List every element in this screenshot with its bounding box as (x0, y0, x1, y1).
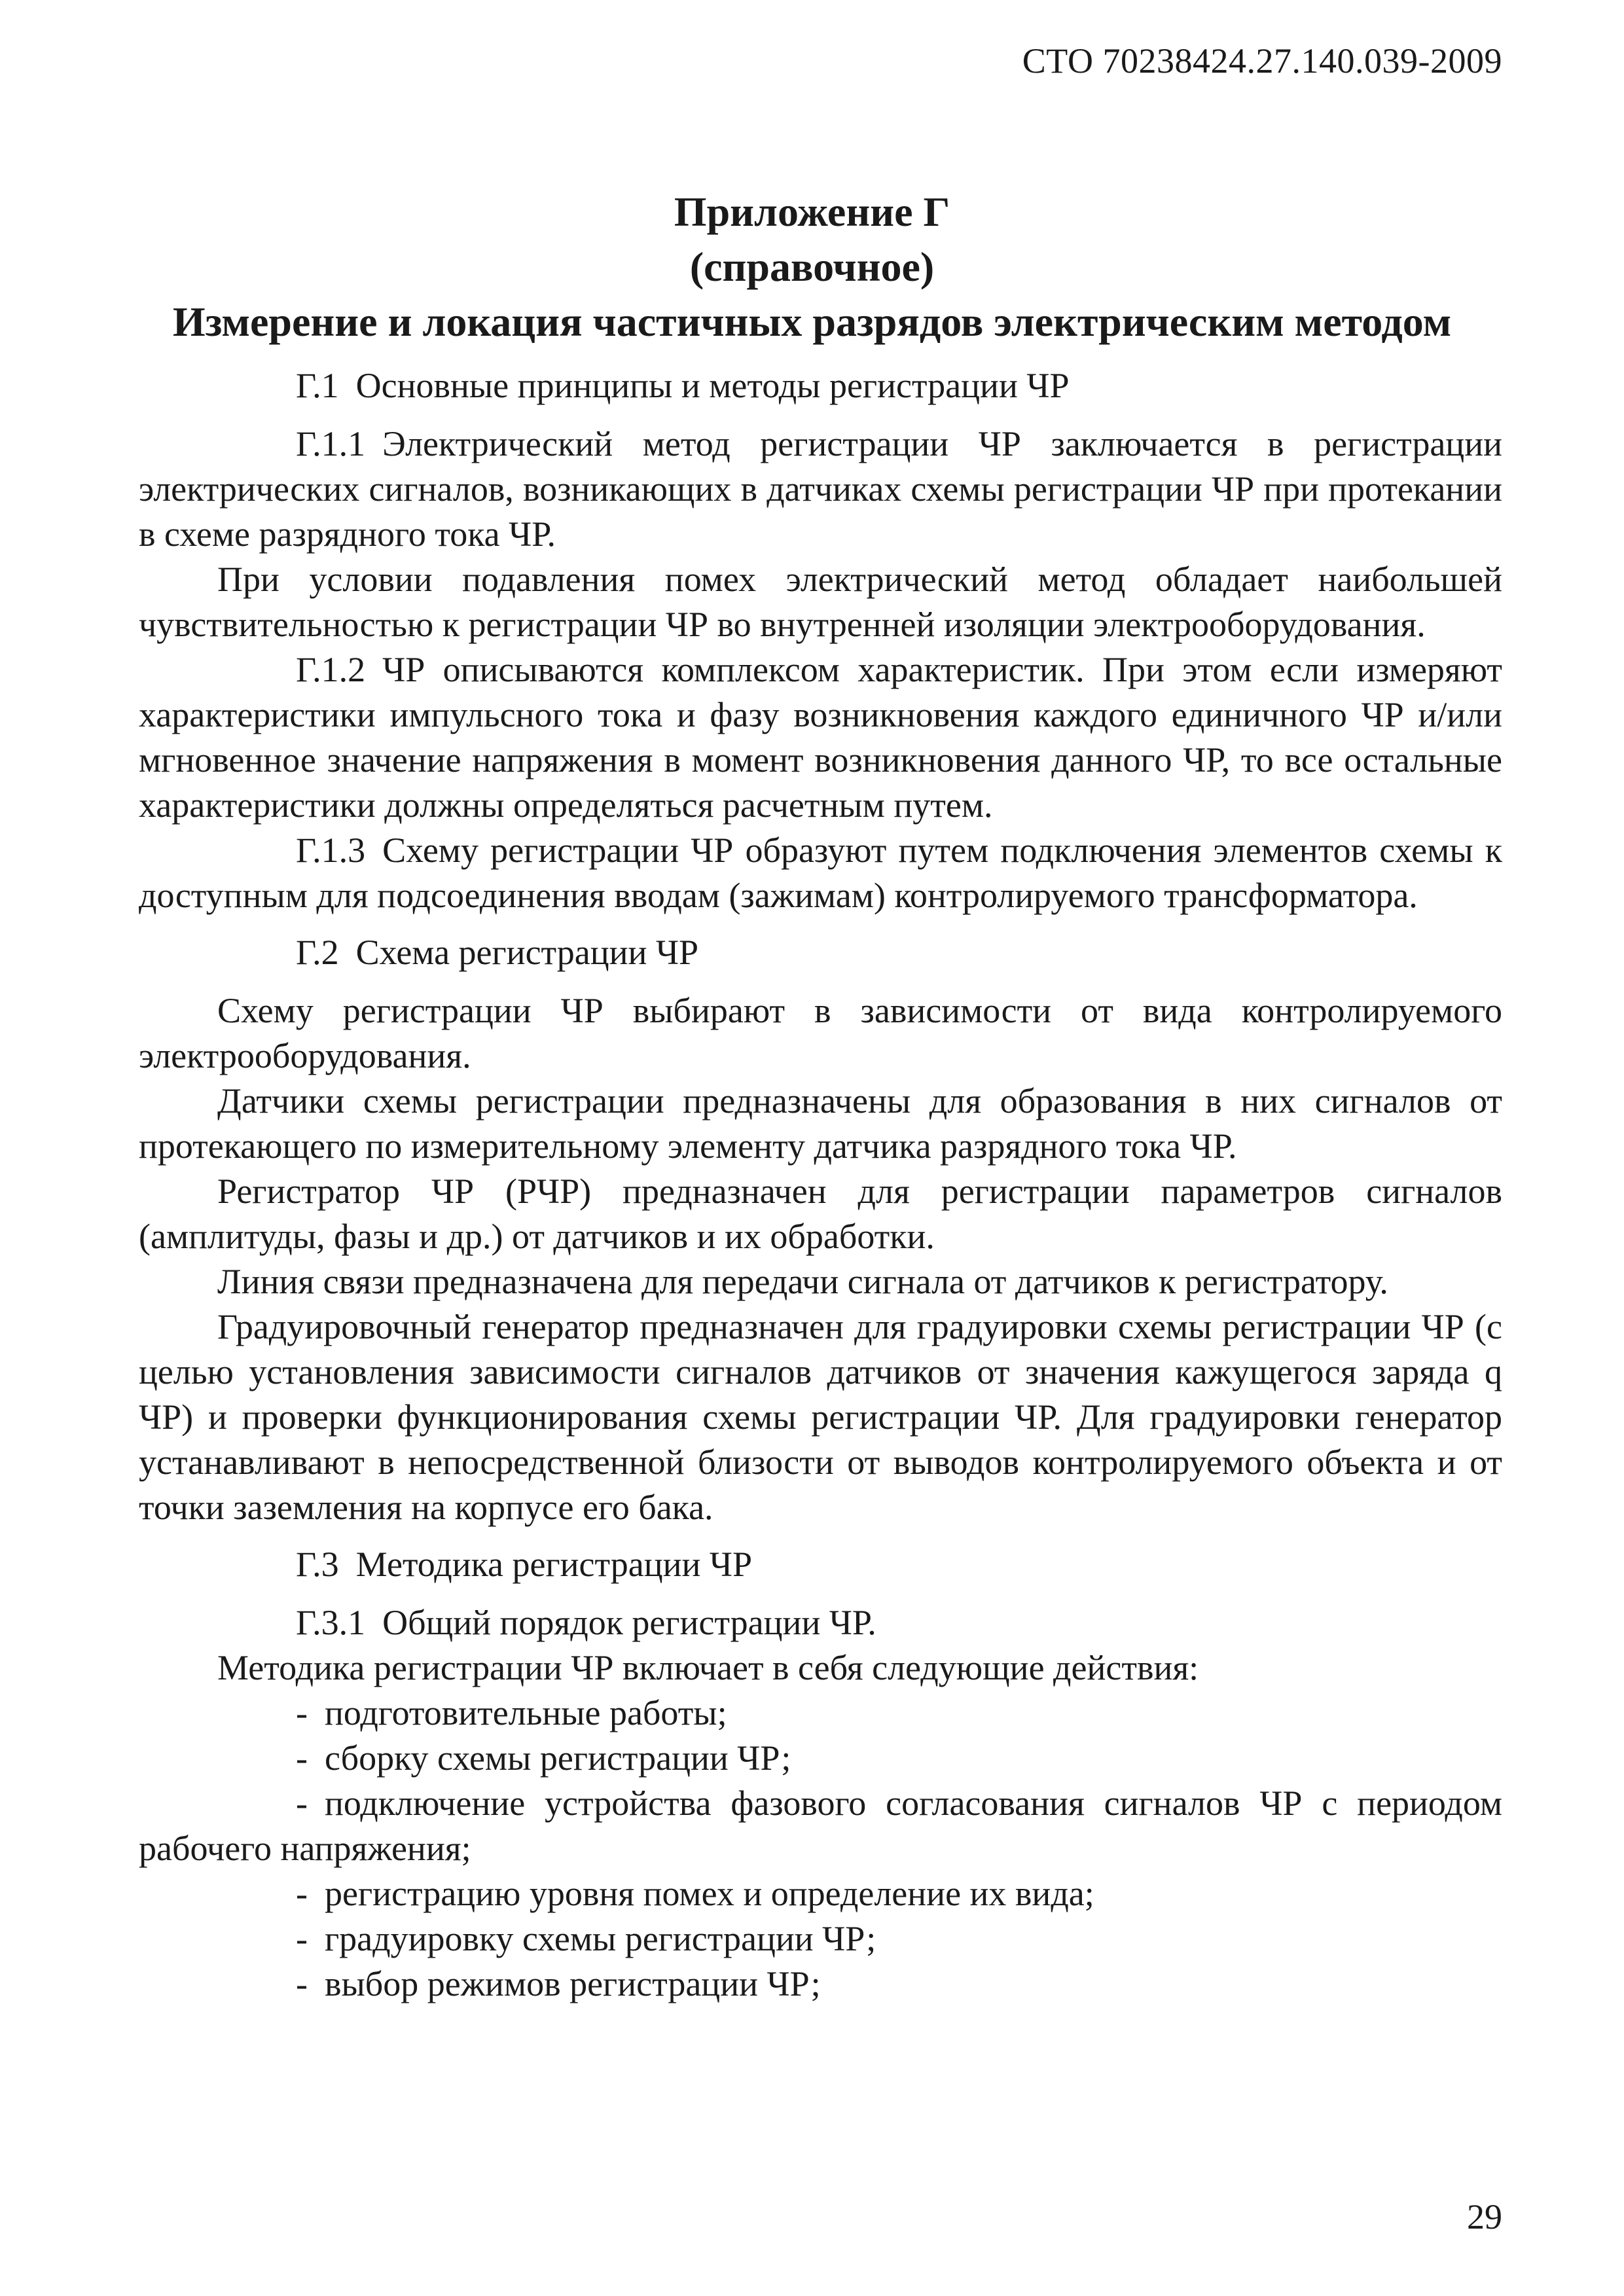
section-title: Основные принципы и методы регистрации ЧР (355, 366, 1070, 405)
section-title: Методика регистрации ЧР (355, 1545, 753, 1584)
list-dash: - (296, 1784, 308, 1823)
section-heading-g2 (139, 930, 1502, 975)
paragraph-g2-4: Линия связи предназначена для передачи сигнала от датчиков к регистратору. (217, 1262, 1388, 1301)
document-body (139, 363, 1502, 2007)
section-heading-g3 (139, 1542, 1502, 1587)
list-dash: - (296, 1874, 308, 1913)
paragraph-text: ЧР описываются комплексом характеристик. При этом если измеряют характеристики импульсного тока и фазу возникновения каждого единичного ЧР и/или мгновенное значение напряжения в момент возникновения данного ЧР, то все остальные характеристики должны определяться расчетным путем. (139, 650, 1502, 825)
paragraph-g1-2 (139, 647, 1502, 828)
paragraph-text: Электрический метод регистрации ЧР заключается в регистрации электрических сигналов, возникающих в датчиках схемы регистрации ЧР при протекании в схеме разрядного тока ЧР. (139, 424, 1502, 554)
list-dash: - (296, 1693, 308, 1732)
list-item-text: сборку схемы регистрации ЧР; (324, 1738, 791, 1778)
paragraph-g3-1 (139, 1600, 1502, 1645)
section-number: Г.2 (296, 933, 339, 972)
list-item-text: подключение устройства фазового согласования сигналов ЧР с периодом рабочего напряжения; (139, 1784, 1502, 1868)
paragraph-g2-3: Регистратор ЧР (РЧР) предназначен для регистрации параметров сигналов (амплитуды, фазы и др.) от датчиков и их обработки. (139, 1172, 1502, 1256)
appendix-title (139, 185, 1485, 350)
list-item-text: выбор режимов регистрации ЧР; (324, 1964, 821, 2003)
clause-number: Г.1.1 (296, 424, 366, 463)
paragraph-text: Общий порядок регистрации ЧР. (382, 1603, 876, 1642)
list-dash: - (296, 1919, 308, 1958)
list-item (139, 1962, 1502, 2007)
clause-number: Г.3.1 (296, 1603, 366, 1642)
list-item (139, 1736, 1502, 1781)
list-item-text: регистрацию уровня помех и определение их вида; (324, 1874, 1094, 1913)
paragraph-g2-1: Схему регистрации ЧР выбирают в зависимости от вида контролируемого электрооборудования. (139, 991, 1502, 1075)
list-item (139, 1691, 1502, 1736)
paragraph-g1-3 (139, 828, 1502, 918)
list-item (139, 1871, 1502, 1916)
document-code: СТО 70238424.27.140.039-2009 (1022, 41, 1502, 81)
list-dash: - (296, 1964, 308, 2003)
appendix-title-line1: Приложение Г (674, 188, 950, 235)
page-number: 29 (1467, 2197, 1502, 2236)
appendix-title-line3: Измерение и локация частичных разрядов электрическим методом (172, 298, 1452, 345)
paragraph-g1-1-cont: При условии подавления помех электрический метод обладает наибольшей чувствительностью к регистрации ЧР во внутренней изоляции электрооборудования. (139, 560, 1502, 644)
list-item (139, 1916, 1502, 1962)
paragraph-g2-5: Градуировочный генератор предназначен для градуировки схемы регистрации ЧР (с целью установления зависимости сигналов датчиков от значения кажущегося заряда q ЧР) и проверки функционирования схемы регистрации ЧР. Для градуировки генератор устанавливают в непосредственной близости от выводов контролируемого объекта и от точки заземления на корпусе его бака. (139, 1307, 1502, 1527)
list-dash: - (296, 1738, 308, 1778)
section-title: Схема регистрации ЧР (355, 933, 699, 972)
section-number: Г.1 (296, 366, 339, 405)
paragraph-g2-2: Датчики схемы регистрации предназначены для образования в них сигналов от протекающего по измерительному элементу датчика разрядного тока ЧР. (139, 1081, 1502, 1166)
paragraph-g1-1 (139, 422, 1502, 557)
appendix-title-line2: (справочное) (689, 243, 935, 290)
section-number: Г.3 (296, 1545, 339, 1584)
list-item-text: градуировку схемы регистрации ЧР; (324, 1919, 876, 1958)
clause-number: Г.1.2 (296, 650, 366, 689)
list-item-text: подготовительные работы; (324, 1693, 727, 1732)
paragraph-g3-intro: Методика регистрации ЧР включает в себя следующие действия: (217, 1648, 1199, 1687)
clause-number: Г.1.3 (296, 831, 366, 870)
paragraph-text: Схему регистрации ЧР образуют путем подключения элементов схемы к доступным для подсоединения вводам (зажимам) контролируемого трансформатора. (139, 831, 1502, 915)
section-heading-g1 (139, 363, 1502, 408)
list-item (139, 1781, 1502, 1871)
